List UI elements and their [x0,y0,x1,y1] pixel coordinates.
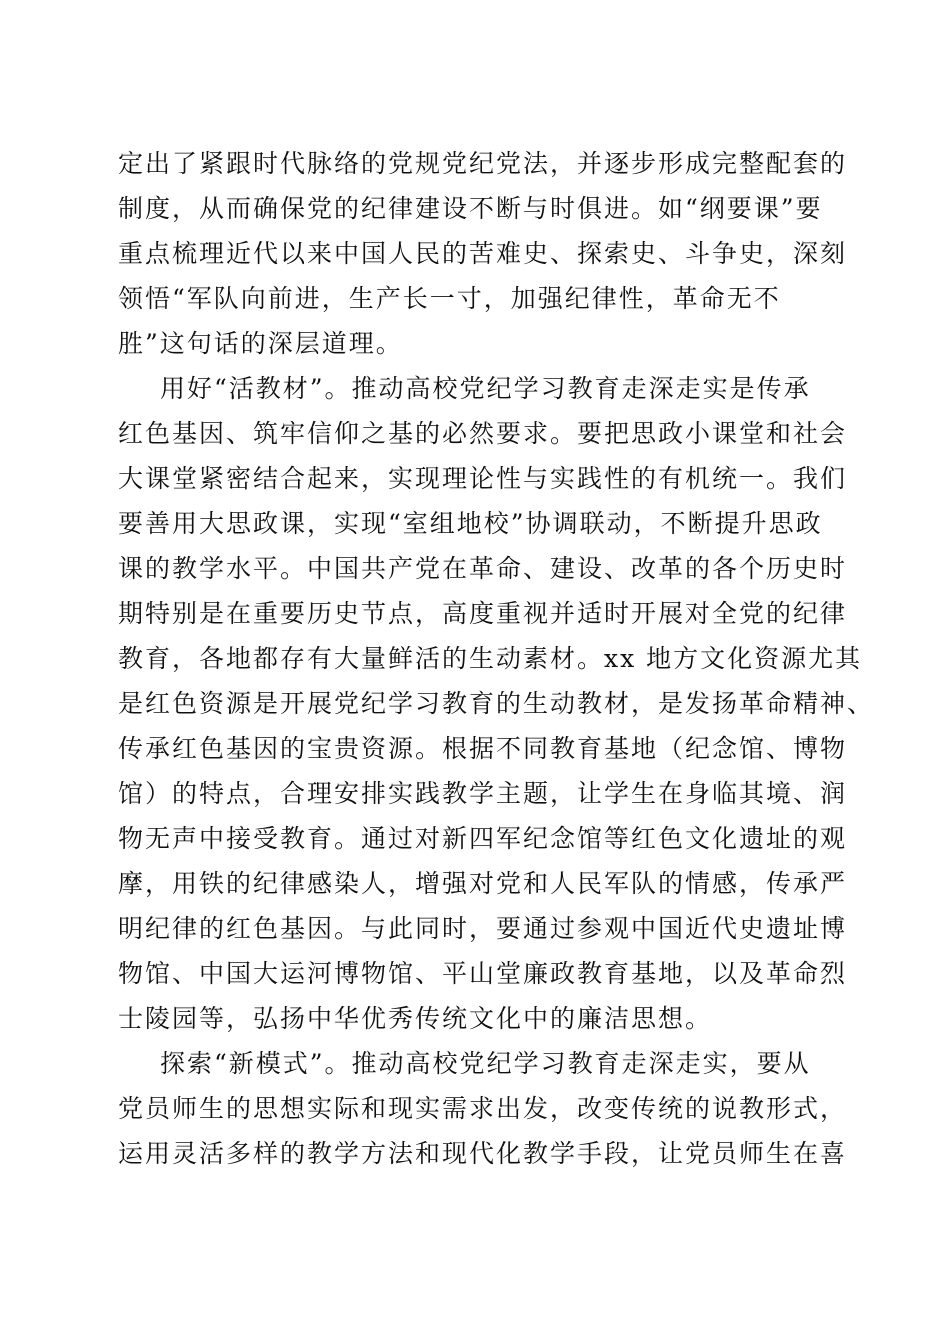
text-line: 摩，用铁的纪律感染人，增强对党和人民军队的情感，传承严 [118,869,848,898]
text-line: 大课堂紧密结合起来，实现理论性与实践性的有机统一。我们 [118,464,848,493]
text-line: 重点梳理近代以来中国人民的苦难史、探索史、斗争史，深刻 [118,239,848,268]
text-line: 期特别是在重要历史节点，高度重视并适时开展对全党的纪律 [118,599,848,628]
text-line: 明纪律的红色基因。与此同时，要通过参观中国近代史遗址博 [118,914,848,943]
text-line: 党员师生的思想实际和现实需求出发，改变传统的说教形式， [118,1094,848,1123]
text-line: 要善用大思政课，实现“室组地校”协调联动，不断提升思政 [118,509,823,538]
text-line: 胜”这句话的深层道理。 [118,329,403,358]
text-line: 教育，各地都存有大量鲜活的生动素材。xx 地方文化资源尤其 [118,644,863,673]
text-line: 定出了紧跟时代脉络的党规党纪党法，并逐步形成完整配套的 [118,149,848,178]
text-line: 运用灵活多样的教学方法和现代化教学手段，让党员师生在喜 [118,1139,848,1168]
text-line: 物无声中接受教育。通过对新四军纪念馆等红色文化遗址的观 [118,824,848,853]
text-line: 红色基因、筑牢信仰之基的必然要求。要把思政小课堂和社会 [118,419,848,448]
paragraph-start-line: 探索“新模式”。推动高校党纪学习教育走深走实，要从 [160,1049,811,1078]
text-line: 馆）的特点，合理安排实践教学主题，让学生在身临其境、润 [118,779,848,808]
body-text [118,141,875,1176]
text-line: 课的教学水平。中国共产党在革命、建设、改革的各个历史时 [118,554,848,583]
text-line: 领悟“军队向前进，生产长一寸，加强纪律性，革命无不 [118,284,781,313]
text-line: 传承红色基因的宝贵资源。根据不同教育基地（纪念馆、博物 [118,734,848,763]
text-line: 制度，从而确保党的纪律建设不断与时俱进。如“纲要课”要 [118,194,823,223]
text-line: 是红色资源是开展党纪学习教育的生动教材，是发扬革命精神、 [118,689,875,718]
text-line: 士陵园等，弘扬中华优秀传统文化中的廉洁思想。 [118,1004,713,1033]
paragraph-start-line: 用好“活教材”。推动高校党纪学习教育走深走实是传承 [160,374,811,403]
text-line: 物馆、中国大运河博物馆、平山堂廉政教育基地，以及革命烈 [118,959,848,988]
